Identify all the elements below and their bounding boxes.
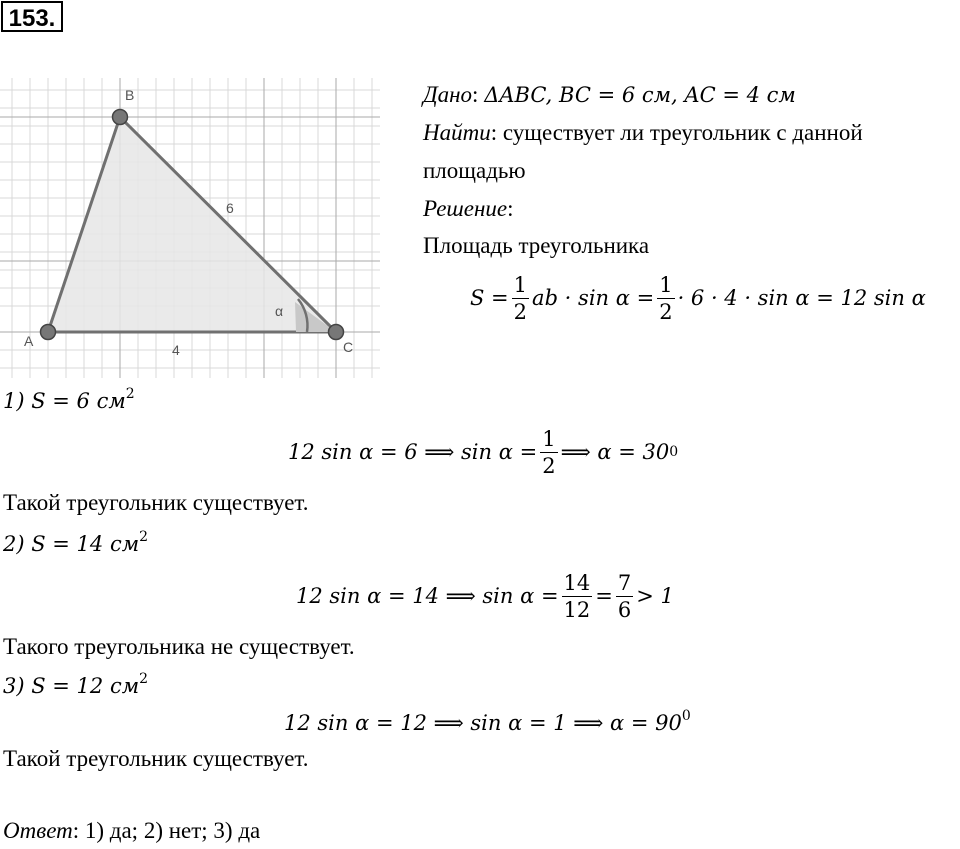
given-text: ΔABC, BC = 6 см, AC = 4 см xyxy=(484,83,796,107)
answer-line xyxy=(3,818,260,844)
case-1-eq-right: ⟹ α = 30 xyxy=(560,440,670,464)
case-1-conclusion: Такой треугольник существует. xyxy=(3,490,309,515)
case-3-eq: 12 sin α = 12 ⟹ sin α = 1 ⟹ α = 90 xyxy=(284,711,682,735)
case-2-eq-mid: = xyxy=(595,584,613,608)
case-1-fraction xyxy=(540,426,557,479)
case-3-deg: 0 xyxy=(681,708,691,724)
find-text: существует ли треугольник с данной xyxy=(502,120,863,145)
case-1-head-text: 1) S = 6 см xyxy=(3,389,126,413)
formula-frac-num: 1 xyxy=(513,272,528,297)
answer-text: 1) да; 2) нет; 3) да xyxy=(84,818,261,843)
given-line xyxy=(423,82,796,108)
solution-line xyxy=(423,196,514,222)
problem-number: 153. xyxy=(1,1,63,32)
formula-frac2-den: 2 xyxy=(659,299,673,324)
case-1-eq-left: 12 sin α = 6 ⟹ sin α = xyxy=(288,440,538,464)
case-3-head-text: 3) S = 12 см xyxy=(3,674,140,698)
triangle-figure xyxy=(0,78,380,380)
label-side-ac: 4 xyxy=(172,342,180,358)
case-1-sq: 2 xyxy=(125,386,135,402)
case-3-conclusion: Такой треугольник существует. xyxy=(3,746,309,771)
answer-sep: : xyxy=(72,818,80,843)
formula-fraction-2 xyxy=(657,272,674,325)
case-2-frac-den: 12 xyxy=(563,597,591,622)
case-1-frac-den: 2 xyxy=(542,453,556,478)
case-2-frac2-num: 7 xyxy=(617,570,632,595)
case-1-equation xyxy=(288,420,678,484)
formula-frac2-num: 1 xyxy=(659,272,673,297)
case-2-eq-left: 12 sin α = 14 ⟹ sin α = xyxy=(296,584,559,608)
vertex-a xyxy=(41,325,56,340)
case-2-fraction xyxy=(562,570,593,623)
case-2-frac2-den: 6 xyxy=(617,597,632,622)
case-3-equation xyxy=(284,708,691,735)
label-b: B xyxy=(125,87,135,103)
case-2-eq-right: > 1 xyxy=(636,584,674,608)
given-sep: : xyxy=(472,82,479,107)
solution-label: Решение xyxy=(423,196,508,221)
label-c: C xyxy=(343,339,354,355)
case-2-equation xyxy=(296,564,674,628)
case-2-head-text: 2) S = 14 см xyxy=(3,532,140,556)
given-label: Дано xyxy=(423,82,473,107)
find-label: Найти xyxy=(423,120,491,145)
vertex-b xyxy=(113,110,128,125)
case-3-sq: 2 xyxy=(139,671,149,687)
case-3-head xyxy=(3,671,148,698)
case-1-head xyxy=(3,386,135,413)
formula-fraction xyxy=(512,272,529,325)
answer-label: Ответ xyxy=(3,818,73,843)
formula-mid: ab · sin α = xyxy=(532,286,655,310)
find-sep: : xyxy=(490,120,498,145)
find-line xyxy=(423,120,863,146)
formula-left: S = xyxy=(470,286,509,310)
solution-sep: : xyxy=(507,196,514,221)
solution-intro: Площадь треугольника xyxy=(423,233,650,258)
case-1-frac-num: 1 xyxy=(542,426,556,451)
case-2-conclusion: Такого треугольника не существует. xyxy=(3,634,355,659)
area-formula xyxy=(470,266,926,330)
label-side-bc: 6 xyxy=(226,200,234,216)
case-2-sq: 2 xyxy=(139,529,149,545)
formula-frac-den: 2 xyxy=(513,299,528,324)
vertex-c xyxy=(329,325,344,340)
case-2-head xyxy=(3,529,148,556)
formula-right: · 6 · 4 · sin α = 12 sin α xyxy=(677,286,926,310)
case-2-frac-num: 14 xyxy=(563,570,591,595)
find-line-2: площадью xyxy=(423,158,526,183)
case-2-fraction-2 xyxy=(616,570,633,623)
case-1-deg: 0 xyxy=(669,444,679,460)
label-a: A xyxy=(24,333,34,349)
label-angle: α xyxy=(275,303,284,319)
